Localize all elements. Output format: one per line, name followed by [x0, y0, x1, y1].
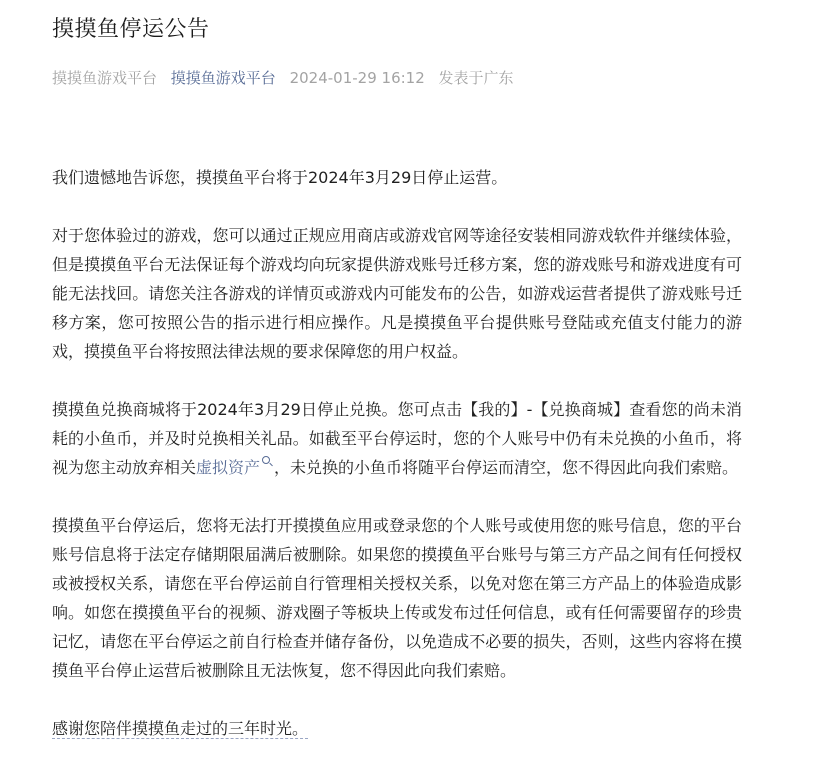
article-title: 摸摸鱼停运公告 [52, 17, 210, 42]
virtual-assets-link[interactable]: 虚拟资产 [196, 458, 261, 477]
paragraph-account: 摸摸鱼平台停运后，您将无法打开摸摸鱼应用或登录您的个人账号或使用您的账号信息，您的平台账号信息将于法定存储期限届满后被删除。如果您的摸摸鱼平台账号与第三方产品之间有任何授权或被授权关系，请您在平台停运前自行管理相关授权关系，以免对您在第三方产品上的体验造成影响。如您在摸摸鱼平台的视频、游戏圈子等板块上传或发布过任何信息，或有任何需要留存的珍贵记忆，请您在平台停运之前自行检查并储存备份，以免造成不必要的损失，否则，这些内容将在摸摸鱼平台停止运营后被删除且无法恢复，您不得因此向我们索赔。 [52, 516, 742, 680]
account-link[interactable]: 摸摸鱼游戏平台 [170, 69, 276, 87]
publish-location: 发表于广东 [438, 69, 514, 87]
paragraph-games: 对于您体验过的游戏，您可以通过正规应用商店或游戏官网等途径安装相同游戏软件并继续体验，但是摸摸鱼平台无法保证每个游戏均向玩家提供游戏账号迁移方案，您的游戏账号和游戏进度有可能无法找回。请您关注各游戏的详情页或游戏内可能发布的公告，如游戏运营者提供了游戏账号迁移方案，您可按照公告的指示进行相应操作。凡是摸摸鱼平台提供账号登陆或充值支付能力的游戏，摸摸鱼平台将按照法律法规的要求保障您的用户权益。 [52, 226, 742, 361]
search-icon[interactable] [262, 456, 270, 464]
paragraph-intro: 我们遗憾地告诉您，摸摸鱼平台将于2024年3月29日停止运营。 [52, 168, 508, 187]
article-body [52, 163, 742, 743]
thanks-text: 感谢您陪伴摸摸鱼走过的三年时光。 [52, 719, 309, 738]
article-meta [52, 67, 742, 89]
author-name: 摸摸鱼游戏平台 [52, 69, 158, 87]
publish-time: 2024-01-29 16:12 [289, 69, 425, 87]
paragraph-store-text-1: 摸摸鱼兑换商城将于2024年3月29日停止兑换。您可点击【我的】-【兑换商城】查看您的尚未消耗的小鱼币，并及时兑换相关礼品。如截至平台停运时，您的个人账号中仍有未兑换的小鱼币，将视为您主动放弃相关 [52, 400, 742, 477]
paragraph-store [52, 395, 742, 482]
article [52, 0, 742, 772]
paragraph-thanks [52, 714, 742, 743]
paragraph-store-text-2: ，未兑换的小鱼币将随平台停运而清空，您不得因此向我们索赔。 [274, 458, 739, 477]
